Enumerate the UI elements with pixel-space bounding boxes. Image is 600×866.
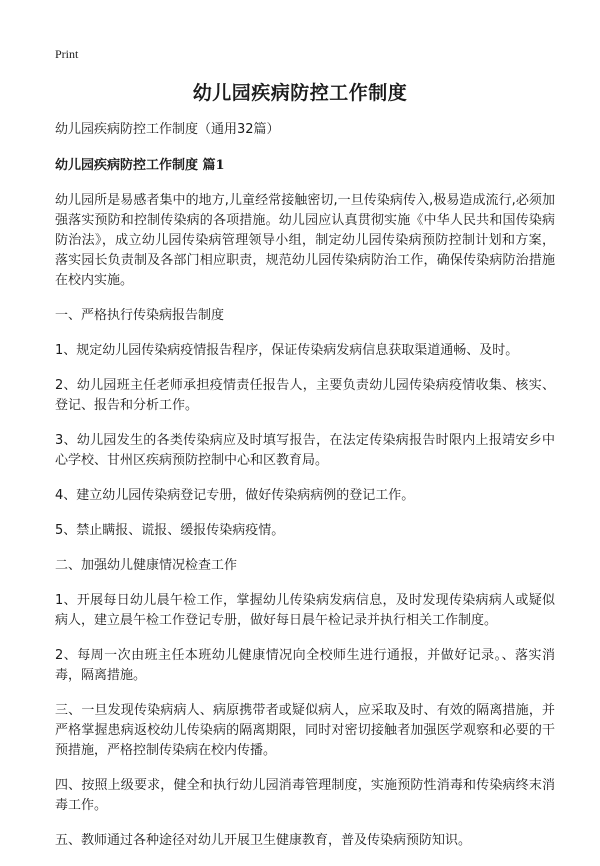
paragraph-heading-1: 一、严格执行传染病报告制度 bbox=[55, 308, 225, 323]
paragraph: 四、按照上级要求，健全和执行幼儿园消毒管理制度，实施预防性消毒和传染病终末消毒工作。 bbox=[55, 778, 555, 813]
paragraph: 2、每周一次由班主任本班幼儿健康情况向全校师生进行通报，并做好记录。、落实消毒，隔离措施。 bbox=[55, 648, 555, 683]
paragraph-heading-2: 二、加强幼儿健康情况检查工作 bbox=[55, 558, 238, 573]
paragraph: 4、建立幼儿园传染病登记专册，做好传染病病例的登记工作。 bbox=[55, 488, 415, 503]
document-subtitle: 幼儿园疾病防控工作制度（通用32篇） bbox=[55, 122, 280, 137]
paragraph: 1、规定幼儿园传染病疫情报告程序，保证传染病发病信息获取渠道通畅、及时。 bbox=[55, 343, 519, 358]
paragraph-intro: 幼儿园所是易感者集中的地方,儿童经常接触密切,一旦传染病传入,极易造成流行,必须加强落实预防和控制传染病的各项措施。幼儿园应认真贯彻实施《中华人民共和国传染病防治法》，成立幼儿园传染病管理领导小组，制定幼儿园传染病预防控制计划和方案，落实园长负责制及各部门相应职责，规范幼儿园传染病防治工作，确保传染病防治措施在校内实施。 bbox=[55, 193, 555, 288]
paragraph: 5、禁止瞒报、谎报、缓报传染病疫情。 bbox=[55, 523, 285, 538]
paragraph: 五、教师通过各种途径对幼儿开展卫生健康教育，普及传染病预防知识。 bbox=[55, 833, 472, 848]
print-link[interactable]: Print bbox=[55, 47, 79, 61]
paragraph: 1、开展每日幼儿晨午检工作，掌握幼儿传染病发病信息，及时发现传染病病人或疑似病人，建立晨午检工作登记专册，做好每日晨午检记录并执行相关工作制度。 bbox=[55, 593, 555, 628]
paragraph: 三、一旦发现传染病病人、病原携带者或疑似病人，应采取及时、有效的隔离措施，并严格掌握患病返校幼儿传染病的隔离期限，同时对密切接触者加强医学观察和必要的干预措施，严格控制传染病在校内传播。 bbox=[55, 703, 555, 758]
document-body bbox=[55, 120, 555, 866]
paragraph: 2、幼儿园班主任老师承担疫情责任报告人，主要负责幼儿园传染病疫情收集、核实、登记、报告和分析工作。 bbox=[55, 378, 555, 413]
paragraph: 3、幼儿园发生的各类传染病应及时填写报告，在法定传染病报告时限内上报靖安乡中心学校、甘州区疾病预防控制中心和区教育局。 bbox=[55, 433, 555, 468]
page-title: 幼儿园疾病防控工作制度 bbox=[192, 82, 408, 104]
section-heading: 幼儿园疾病防控工作制度 篇1 bbox=[55, 158, 225, 173]
